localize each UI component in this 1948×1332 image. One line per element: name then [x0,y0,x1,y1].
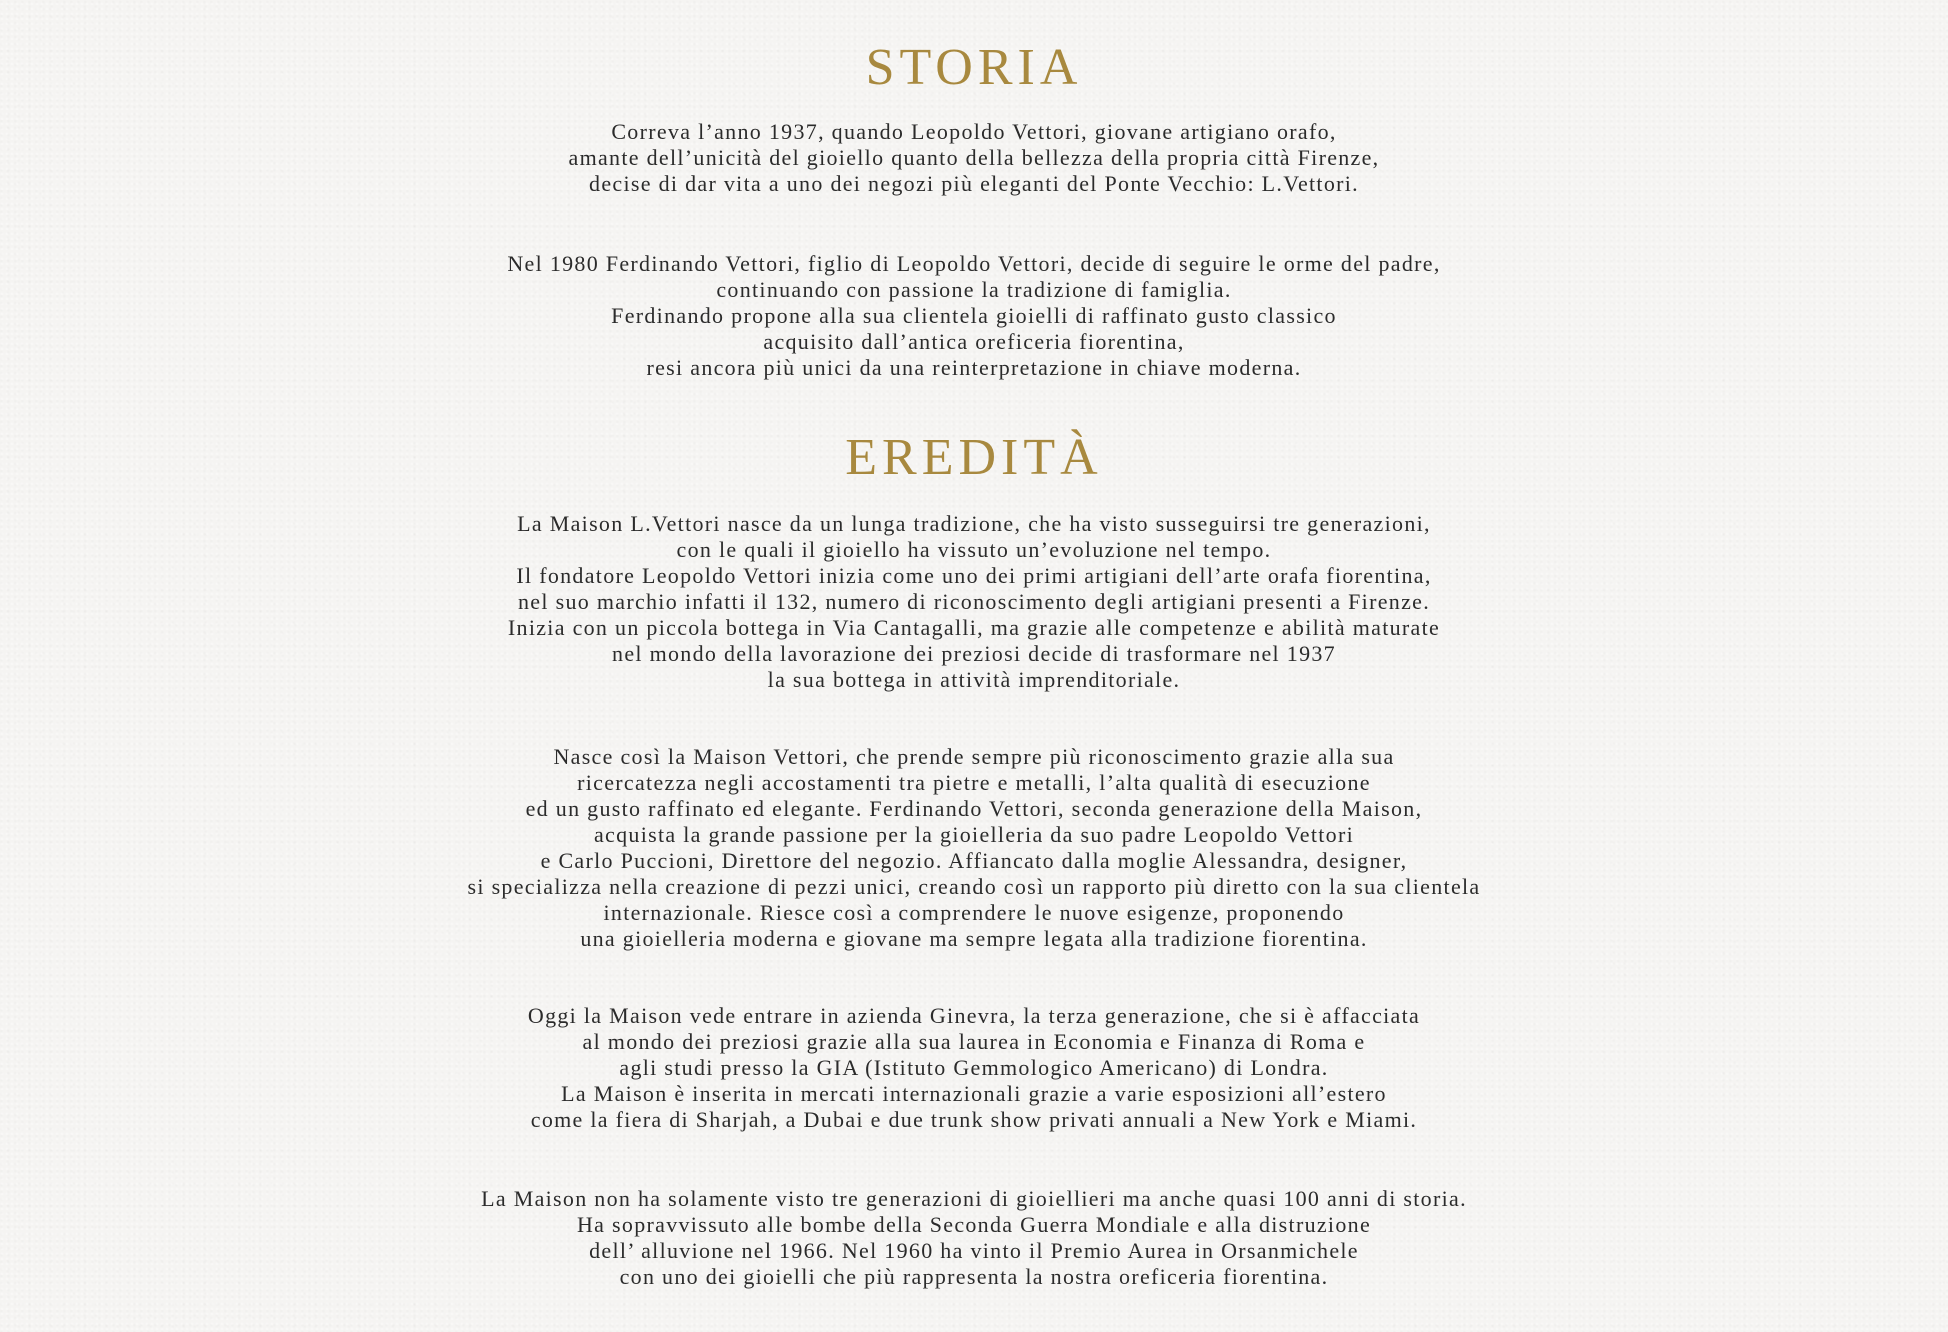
text-line: continuando con passione la tradizione di famiglia. [716,277,1232,302]
text-line: acquista la grande passione per la gioielleria da suo padre Leopoldo Vettori [593,822,1354,847]
section-title-storia: STORIA [865,39,1083,96]
text-line: ricercatezza negli accostamenti tra pietre e metalli, l’alta qualità di esecuzione [577,770,1371,795]
eredita-paragraph-2 [324,744,1624,952]
text-line: ed un gusto raffinato ed elegante. Ferdinando Vettori, seconda generazione della Maison, [525,796,1423,821]
eredita-paragraph-1 [324,511,1624,693]
text-line: e Carlo Puccioni, Direttore del negozio. Affiancato dalla moglie Alessandra, designer, [540,848,1408,873]
text-line: decise di dar vita a uno dei negozi più eleganti del Ponte Vecchio: L.Vettori. [589,171,1359,196]
text-line: la sua bottega in attività imprenditoriale. [767,667,1181,692]
text-line: con le quali il gioiello ha vissuto un’evoluzione nel tempo. [676,537,1272,562]
text-line: come la fiera di Sharjah, a Dubai e due trunk show privati annuali a New York e Miami. [530,1107,1418,1132]
text-line: La Maison è inserita in mercati internazionali grazie a varie esposizioni all’estero [561,1081,1387,1106]
text-line: La Maison L.Vettori nasce da un lunga tradizione, che ha visto susseguirsi tre generazioni, [517,511,1431,536]
text-line: La Maison non ha solamente visto tre generazioni di gioiellieri ma anche quasi 100 anni di storia. [481,1186,1467,1211]
text-line: Il fondatore Leopoldo Vettori inizia come uno dei primi artigiani dell’arte orafa fiorentina, [516,563,1432,588]
text-line: agli studi presso la GIA (Istituto Gemmologico Americano) di Londra. [619,1055,1329,1080]
text-line: internazionale. Riesce così a comprendere le nuove esigenze, proponendo [603,900,1345,925]
text-line: con uno dei gioielli che più rappresenta la nostra oreficeria fiorentina. [619,1264,1329,1289]
text-line: Inizia con un piccola bottega in Via Cantagalli, ma grazie alle competenze e abilità maturate [507,615,1441,640]
text-line: nel mondo della lavorazione dei preziosi decide di trasformare nel 1937 [612,641,1336,666]
text-line: Nel 1980 Ferdinando Vettori, figlio di Leopoldo Vettori, decide di seguire le orme del padre, [507,251,1441,276]
text-line: acquisito dall’antica oreficeria fiorentina, [763,329,1185,354]
text-line: Ferdinando propone alla sua clientela gioielli di raffinato gusto classico [611,303,1337,328]
text-line: nel suo marchio infatti il 132, numero di riconoscimento degli artigiani presenti a Firenze. [518,589,1430,614]
text-line: una gioielleria moderna e giovane ma sempre legata alla tradizione fiorentina. [580,926,1368,951]
text-line: amante dell’unicità del gioiello quanto della bellezza della propria città Firenze, [568,145,1380,170]
text-line: dell’ alluvione nel 1966. Nel 1960 ha vinto il Premio Aurea in Orsanmichele [589,1238,1359,1263]
eredita-paragraph-3 [324,1003,1624,1133]
text-line: si specializza nella creazione di pezzi unici, creando così un rapporto più diretto con la sua clientela [467,874,1481,899]
text-line: Ha sopravvissuto alle bombe della Seconda Guerra Mondiale e alla distruzione [576,1212,1372,1237]
storia-paragraph-1 [324,119,1624,197]
text-line: resi ancora più unici da una reinterpretazione in chiave moderna. [646,355,1302,380]
text-line: Correva l’anno 1937, quando Leopoldo Vettori, giovane artigiano orafo, [611,119,1337,144]
text-line: Nasce così la Maison Vettori, che prende sempre più riconoscimento grazie alla sua [553,744,1395,769]
text-line: Oggi la Maison vede entrare in azienda Ginevra, la terza generazione, che si è affacciata [527,1003,1421,1028]
section-title-eredita: EREDITÀ [845,429,1103,486]
eredita-paragraph-4 [324,1186,1624,1290]
storia-paragraph-2 [324,251,1624,381]
text-line: al mondo dei preziosi grazie alla sua laurea in Economia e Finanza di Roma e [582,1029,1366,1054]
